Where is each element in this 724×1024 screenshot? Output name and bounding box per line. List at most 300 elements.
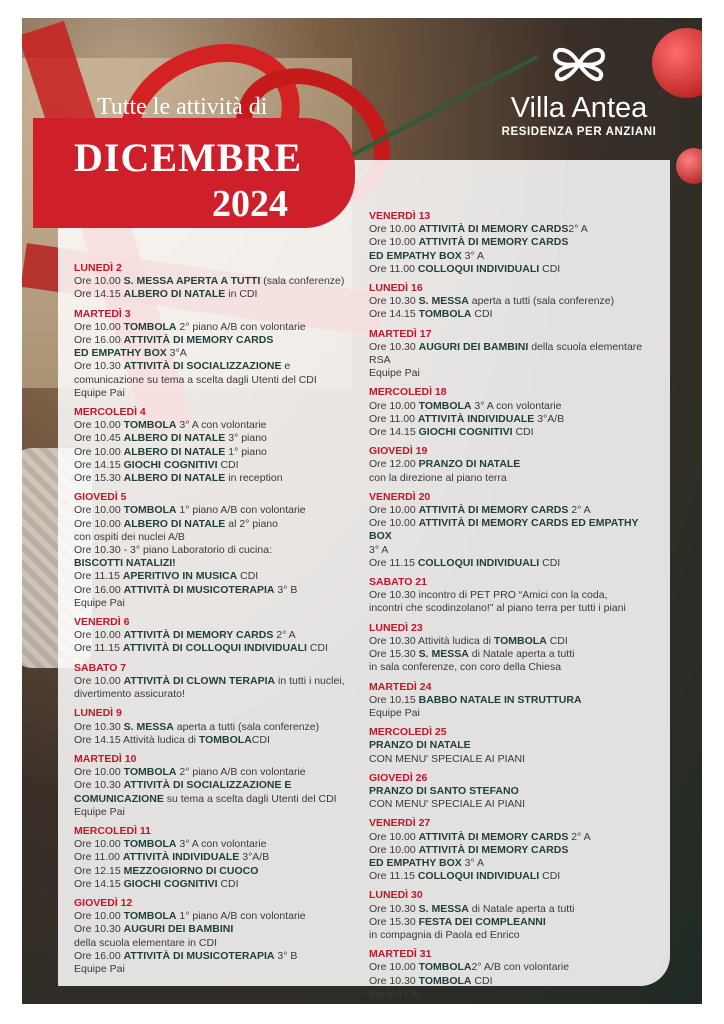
activity-text: 3° A [369, 543, 389, 556]
activity-text: CDI [539, 556, 561, 569]
activity-line [74, 937, 356, 950]
day-block [74, 662, 356, 702]
day-block [369, 282, 659, 322]
activity-text: Ore 14.15 [74, 877, 124, 890]
activity-text: CON MENU' SPECIALE AI PIANI [369, 752, 526, 765]
activity-text: Ore 10.30 [369, 902, 419, 915]
activity-text: CDI [471, 308, 493, 321]
activity-text: 2° A [568, 504, 591, 517]
activity-text: CDI [237, 570, 259, 583]
activity-text: Ore 16.00 [74, 583, 124, 596]
day-block [74, 753, 356, 819]
day-title: GIOVEDÌ 19 [369, 445, 428, 458]
activity-text: Ore 16.00 [74, 949, 124, 962]
activity-name: ALBERO DI NATALE [123, 517, 226, 530]
activity-line [369, 785, 659, 798]
activity-text: Equipe Pai [369, 706, 420, 719]
activity-text: divertimento assicurato! [74, 688, 185, 701]
activity-text: Ore 10.30 [74, 779, 124, 792]
activity-line [369, 367, 659, 380]
christmas-ornament-icon [676, 148, 702, 184]
activity-text: in reception [225, 472, 283, 485]
activity-line [74, 459, 356, 472]
activity-text: CDI [251, 733, 270, 746]
activity-line [369, 400, 659, 413]
activity-text: su tema a scelta dagli Utenti del CDI [163, 792, 337, 805]
activity-text: incontri che scodinzolano!” al piano terra per tutti i piani [369, 602, 626, 615]
day-block [369, 491, 659, 570]
activity-name: TOMBOLA [123, 838, 177, 851]
activity-text: 3° A con volontarie [176, 838, 267, 851]
activity-line [74, 688, 356, 701]
day-block [74, 707, 356, 747]
activity-text: di Natale aperta a tutti [468, 902, 575, 915]
activity-text: 3°A/B [534, 412, 565, 425]
day-block [369, 889, 659, 942]
activity-name: MEZZOGIORNO DI CUOCO [123, 864, 259, 877]
activity-line [369, 988, 659, 1001]
activity-name: TOMBOLA [418, 974, 472, 987]
activity-name: ALBERO DI NATALE [123, 472, 226, 485]
activity-line [74, 321, 356, 334]
activity-name: BABBO NATALE IN STRUTTURA [418, 693, 582, 706]
activity-text: in sala conferenze, con coro della Chiesa [369, 661, 562, 674]
logo-name: Villa Antea [510, 92, 648, 124]
activity-text: Ore 10.30 Attività ludica di [369, 634, 494, 647]
activity-text: Equipe Pai [74, 386, 125, 399]
day-block [74, 262, 356, 302]
activity-name: GIOCHI COGNITIVI [123, 458, 218, 471]
activity-name: TOMBOLA [198, 733, 252, 746]
activity-name: GIOCHI COGNITIVI [123, 877, 218, 890]
activity-text: comunicazione su tema a scelta dagli Utenti del CDI [74, 373, 317, 386]
activity-line [74, 793, 356, 806]
activity-text: 3° B [274, 949, 298, 962]
activity-name: TOMBOLA [123, 320, 177, 333]
day-block [369, 328, 659, 381]
activity-text: Ore 10.00 [74, 504, 124, 517]
activity-line [74, 721, 356, 734]
activity-line [74, 779, 356, 792]
activity-line [74, 387, 356, 400]
activity-text: Ore 10.00 [369, 830, 419, 843]
day-block [369, 445, 659, 485]
activity-line [369, 589, 659, 602]
activity-line [369, 236, 659, 249]
day-block [369, 772, 659, 812]
activity-line [369, 413, 659, 426]
activity-text: al 2° piano [225, 517, 278, 530]
activity-name: S. MESSA [123, 720, 174, 733]
activity-text: 2° piano A/B con volontarie [176, 766, 306, 779]
activity-text: CDI [546, 634, 568, 647]
activity-text: 3°A/B [239, 851, 270, 864]
activity-text: Ore 10.00 [74, 517, 124, 530]
activity-text: Ore 10.00 [74, 838, 124, 851]
activity-name: FESTA DEI COMPLEANNI [418, 915, 546, 928]
activity-text: Ore 10.30 [369, 974, 419, 987]
activity-line [369, 250, 659, 263]
activity-line [74, 642, 356, 655]
activity-name: S. MESSA [418, 295, 469, 308]
activity-name: ATTIVITÀ INDIVIDUALE [417, 412, 535, 425]
day-title: LUNEDÌ 2 [74, 262, 122, 274]
activity-line [369, 739, 659, 752]
activity-name: TOMBOLA [123, 419, 177, 432]
activity-line [369, 223, 659, 236]
activity-name: ATTIVITÀ DI SOCIALIZZAZIONE E [123, 779, 292, 792]
activity-name: TOMBOLA [418, 399, 472, 412]
activity-text: Ore 16.00 [74, 334, 124, 347]
activity-text: 1° piano A/B con volontarie [176, 504, 306, 517]
activity-line [74, 963, 356, 976]
day-block [369, 948, 659, 1001]
activity-line [369, 844, 659, 857]
activity-text: Ore 11.15 [369, 870, 418, 883]
activity-text: Ore 10.00 [369, 223, 419, 236]
activity-name: TOMBOLA [123, 504, 177, 517]
activity-name: ALBERO DI NATALE [123, 288, 226, 301]
activity-line [369, 295, 659, 308]
activity-name: S. MESSA [418, 648, 469, 661]
activity-line [74, 518, 356, 531]
activity-line [74, 865, 356, 878]
activity-text: Ore 10.00 [369, 399, 419, 412]
activity-text: Ore 14.15 [74, 288, 124, 301]
day-title: SABATO 21 [369, 576, 427, 589]
activity-text: Ore 10.30 [74, 720, 124, 733]
activity-line [369, 602, 659, 615]
activity-text: Ore 12.15 [74, 864, 124, 877]
activity-text: in CDI [225, 288, 258, 301]
page-title-year: 2024 [212, 183, 288, 225]
activity-line [74, 334, 356, 347]
logo [484, 40, 674, 152]
activity-text: Ore 10.00 [369, 843, 419, 856]
activity-line [369, 753, 659, 766]
activity-name: COLLOQUI INDIVIDUALI [417, 556, 540, 569]
activity-text: RSA [369, 354, 391, 367]
activity-text: CDI [306, 642, 328, 655]
day-title: MARTEDÌ 10 [74, 752, 137, 765]
day-title: VENERDÌ 13 [369, 210, 431, 222]
activity-line [369, 661, 659, 674]
activity-name: ATTIVITÀ DI MEMORY CARDS [123, 334, 274, 347]
activity-name: COLLOQUI INDIVIDUALI [417, 262, 540, 275]
activity-name: TOMBOLA [418, 308, 472, 321]
day-block [74, 406, 356, 485]
activity-line [369, 557, 659, 570]
activity-line [74, 360, 356, 373]
activity-line [74, 734, 356, 747]
activity-text: Ore 10.00 [369, 236, 419, 249]
activity-line [369, 504, 659, 517]
activity-text: Ore 11.00 [369, 412, 418, 425]
activity-line [74, 597, 356, 610]
day-block [74, 897, 356, 976]
activity-line [74, 557, 356, 570]
activity-line [369, 341, 659, 354]
activity-text: 2° A [568, 223, 588, 236]
activity-line [74, 675, 356, 688]
logo-tagline: RESIDENZA PER ANZIANI [501, 126, 657, 138]
activity-text: CDI [217, 877, 239, 890]
page-title-month: DICEMBRE [74, 135, 303, 180]
activity-line [74, 275, 356, 288]
activity-name: ATTIVITÀ DI MEMORY CARDS ED EMPATHY BOX [369, 517, 639, 543]
activity-name: ATTIVITÀ DI MUSICOTERAPIA [123, 949, 275, 962]
activity-text: Ore 10.00 [369, 504, 419, 517]
activity-text: 1° piano A/B con volontarie [176, 910, 306, 923]
activity-text: Ore 10.00 [369, 961, 419, 974]
activity-line [74, 504, 356, 517]
activity-line [369, 975, 659, 988]
activity-line [369, 308, 659, 321]
activity-text: Ore 14.15 [74, 458, 124, 471]
activity-line [74, 347, 356, 360]
activity-text: Equipe Pai [74, 962, 125, 975]
activity-line [369, 798, 659, 811]
activity-line [74, 838, 356, 851]
activity-text: in tutti i nuclei, [275, 674, 345, 687]
day-block [369, 726, 659, 766]
day-title: GIOVEDÌ 12 [74, 896, 133, 909]
activity-line [74, 910, 356, 923]
activity-line [369, 903, 659, 916]
activity-line [369, 929, 659, 942]
schedule-column-right [369, 210, 659, 1007]
activity-line [74, 472, 356, 485]
activity-text: e [281, 360, 291, 373]
activity-name: ALBERO DI NATALE [123, 432, 226, 445]
activity-text: 3° A [461, 856, 485, 869]
activity-name: ATTIVITÀ DI MEMORY CARDS [418, 236, 569, 249]
activity-name: PRANZO DI SANTO STEFANO [369, 784, 519, 797]
activity-line [369, 517, 659, 543]
activity-text: CDI [512, 426, 534, 439]
butterfly-logo-icon [545, 40, 613, 88]
activity-line [74, 446, 356, 459]
activity-text: 2° A [568, 830, 591, 843]
activity-name: ATTIVITÀ DI MEMORY CARDS [418, 504, 569, 517]
day-title: VENERDÌ 20 [369, 490, 431, 503]
activity-name: COMUNICAZIONE [74, 792, 164, 805]
activity-line [369, 426, 659, 439]
activity-text: CON MENU' SPECIALE AI PIANI [369, 798, 526, 811]
activity-line [74, 766, 356, 779]
activity-line [74, 629, 356, 642]
day-block [74, 616, 356, 656]
activity-line [369, 458, 659, 471]
activity-text: 3° B [274, 583, 298, 596]
day-block [369, 681, 659, 721]
activity-line [369, 961, 659, 974]
activity-text: della scuola elementare [528, 340, 643, 353]
activity-text: CDI [539, 870, 561, 883]
activity-name: S. MESSA APERTA A TUTTI [123, 275, 261, 288]
activity-text: Ore 10.00 [74, 320, 124, 333]
activity-name: COLLOQUI INDIVIDUALI [417, 870, 540, 883]
activity-line [369, 831, 659, 844]
activity-line [74, 851, 356, 864]
activity-text: CDI [471, 974, 493, 987]
activity-line [74, 544, 356, 557]
activity-line [369, 648, 659, 661]
activity-text: CDI [539, 262, 561, 275]
day-title: GIOVEDÌ 5 [74, 491, 127, 504]
activity-line [369, 635, 659, 648]
activity-text: di Natale aperta a tutti [468, 648, 575, 661]
day-title: MARTEDÌ 3 [74, 307, 131, 320]
activity-text: Ore 10.00 [74, 275, 124, 288]
activity-text: in compagnia di Paola ed Enrico [369, 928, 520, 941]
activity-name: ATTIVITÀ INDIVIDUALE [122, 851, 240, 864]
activity-name: PRANZO DI NATALE [369, 739, 471, 752]
activity-line [74, 288, 356, 301]
activity-text: Ore 10.45 [74, 432, 124, 445]
activity-text: 2° A/B con volontarie [471, 961, 570, 974]
activity-text: aperta a tutti (sala conferenze) [468, 295, 615, 308]
activity-line [74, 923, 356, 936]
activity-text: Ore 15.30 [369, 648, 419, 661]
activity-text: della scuola elementare in CDI [74, 936, 217, 949]
activity-name: APERITIVO IN MUSICA [122, 570, 238, 583]
activity-text: Ore 10.15 [369, 693, 419, 706]
activity-name: ATTIVITÀ DI MEMORY CARDS [123, 629, 274, 642]
activity-text: Ore 12.00 [369, 458, 419, 471]
activity-text: (sala conferenze) [260, 275, 345, 288]
activity-name: BISCOTTI NATALIZI! [74, 557, 176, 570]
day-block [369, 386, 659, 439]
activity-text: Ore 15.30 [369, 915, 419, 928]
activity-line [74, 584, 356, 597]
day-block [74, 825, 356, 891]
activity-line [74, 374, 356, 387]
activity-text: 3°A [166, 347, 187, 360]
activity-line [369, 694, 659, 707]
activity-text: Ore 10.30 [369, 295, 419, 308]
activity-text: 2° A [273, 629, 296, 642]
activity-name: TOMBOLA [123, 766, 177, 779]
day-block [74, 491, 356, 610]
page-subtitle: Tutte le attività di [97, 94, 268, 120]
activity-text: Ore 11.00 [74, 851, 123, 864]
activity-line [74, 878, 356, 891]
activity-line [369, 857, 659, 870]
activity-text: con la direzione al piano terra [369, 471, 507, 484]
activity-text: 3° A con volontarie [176, 419, 267, 432]
activity-text: Equipe Pai [369, 987, 420, 1000]
day-title: MARTEDÌ 24 [369, 680, 432, 693]
activity-name: GIOCHI COGNITIVI [418, 426, 513, 439]
activity-text: Ore 10.00 [74, 674, 124, 687]
activity-name: ALBERO DI NATALE [123, 445, 226, 458]
day-title: MERCOLEDÌ 4 [74, 406, 146, 419]
activity-text: Ore 11.00 [369, 262, 418, 275]
day-block [369, 817, 659, 883]
activity-text: Ore 15.30 [74, 472, 124, 485]
activity-line [74, 950, 356, 963]
activity-name: ATTIVITÀ DI MEMORY CARDS [418, 830, 569, 843]
activity-name: AUGURI DEI BAMBINI [123, 923, 234, 936]
activity-name: ATTIVITÀ DI MUSICOTERAPIA [123, 583, 275, 596]
day-title: MERCOLEDÌ 11 [74, 824, 152, 837]
activity-name: TOMBOLA [123, 910, 177, 923]
activity-text: Equipe Pai [74, 805, 125, 818]
activity-name: ATTIVITÀ DI MEMORY CARDS [418, 223, 569, 236]
activity-text: Ore 10.30 [74, 923, 124, 936]
activity-name: ATTIVITÀ DI COLLOQUI INDIVIDUALI [122, 642, 307, 655]
activity-text: Ore 10.00 [74, 910, 124, 923]
activity-line [74, 570, 356, 583]
activity-text: Equipe Pai [369, 367, 420, 380]
activity-line [369, 263, 659, 276]
activity-text: 1° piano [225, 445, 267, 458]
activity-text: 2° piano A/B con volontarie [176, 320, 306, 333]
day-block [74, 308, 356, 400]
day-title: VENERDÌ 27 [369, 817, 431, 830]
activity-text: 3° A [461, 249, 485, 262]
day-title: MERCOLEDÌ 25 [369, 726, 447, 739]
activity-name: ATTIVITÀ DI CLOWN TERAPIA [123, 674, 276, 687]
day-block [369, 576, 659, 616]
day-title: LUNEDÌ 16 [369, 282, 423, 295]
activity-name: ATTIVITÀ DI MEMORY CARDS [418, 843, 569, 856]
activity-text: Ore 10.00 [74, 445, 124, 458]
day-block [369, 622, 659, 675]
activity-name: TOMBOLA [493, 634, 547, 647]
activity-text: Ore 11.15 [74, 570, 123, 583]
activity-line [369, 707, 659, 720]
activity-text: Ore 10.00 [74, 419, 124, 432]
activity-line [369, 354, 659, 367]
day-title: LUNEDÌ 23 [369, 621, 423, 634]
activity-text: Ore 14.15 [369, 426, 419, 439]
activity-text: 3° A con volontarie [471, 399, 562, 412]
activity-text: con ospiti dei nuclei A/B [74, 530, 185, 543]
activity-line [369, 916, 659, 929]
activity-name: ED EMPATHY BOX [74, 347, 167, 360]
activity-text: Ore 11.15 [74, 642, 123, 655]
activity-text: Ore 10.00 [369, 517, 419, 530]
activity-text: Ore 10.00 [74, 766, 124, 779]
day-title: MERCOLEDÌ 18 [369, 386, 447, 399]
activity-name: S. MESSA [418, 902, 469, 915]
activity-line [369, 544, 659, 557]
activity-text: Ore 14.15 Attività ludica di [74, 733, 199, 746]
schedule-column-left [74, 262, 356, 982]
day-title: MARTEDÌ 31 [369, 948, 432, 961]
day-title: GIOVEDÌ 26 [369, 771, 428, 784]
day-title: SABATO 7 [74, 661, 127, 674]
activity-name: ED EMPATHY BOX [369, 856, 462, 869]
activity-text: 3° piano [225, 432, 267, 445]
activity-line [369, 870, 659, 883]
activity-text: Ore 10.00 [74, 629, 124, 642]
activity-name: ED EMPATHY BOX [369, 249, 462, 262]
day-block [369, 210, 659, 276]
day-title: VENERDÌ 6 [74, 616, 130, 629]
day-title: MARTEDÌ 17 [369, 327, 432, 340]
activity-line [369, 472, 659, 485]
activity-name: TOMBOLA [418, 961, 472, 974]
activity-text: Ore 11.15 [369, 556, 418, 569]
activity-text: CDI [217, 458, 239, 471]
activity-text: Ore 10.30 incontro di PET PRO “Amici con la coda, [369, 589, 608, 602]
activity-name: PRANZO DI NATALE [418, 458, 521, 471]
activity-line [74, 531, 356, 544]
activity-text: Ore 10.30 [74, 360, 124, 373]
